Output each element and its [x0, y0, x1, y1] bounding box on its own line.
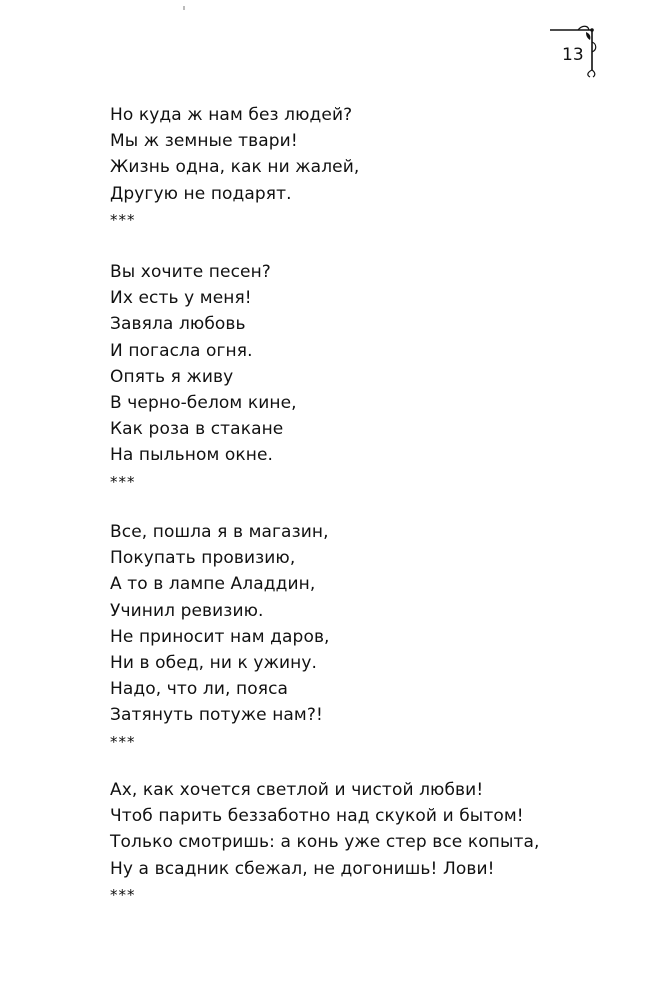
poem-stanza	[110, 102, 630, 233]
poem-line: Ах, как хочется светлой и чистой любви!	[110, 780, 484, 800]
stanza-separator: ***	[110, 885, 136, 904]
stanza-separator: ***	[110, 210, 136, 229]
poem-line: На пыльном окне.	[110, 445, 274, 466]
poem-line: В черно-белом кине,	[110, 392, 297, 413]
page-number: 13	[562, 45, 584, 65]
poem-line: Как роза в стакане	[110, 419, 284, 440]
poem-stanza	[110, 259, 630, 495]
poem-line: Завяла любовь	[110, 314, 246, 335]
poem-line: Чтоб парить беззаботно над скукой и бытом!	[110, 806, 524, 827]
poem-line: Все, пошла я в магазин,	[110, 522, 329, 542]
poem-stanza	[110, 519, 630, 755]
poem-line: Затянуть потуже нам?!	[110, 705, 323, 726]
stanza-separator: ***	[110, 732, 136, 751]
poem-line: Покупать провизию,	[110, 548, 296, 569]
poem-line: Вы хочите песен?	[110, 262, 271, 282]
stanza-separator: ***	[110, 472, 136, 491]
poem-line: Другую не подарят.	[110, 183, 292, 204]
poem-line: Жизнь одна, как ни жалей,	[110, 157, 360, 178]
poem-line: Ну а всадник сбежал, не догонишь! Лови!	[110, 858, 495, 879]
poem-stanza	[110, 777, 630, 908]
poem-line: Только смотришь: а конь уже стер все копыта,	[110, 832, 540, 853]
poem-line: И погасла огня.	[110, 340, 253, 361]
poem-line: Учинил ревизию.	[110, 600, 264, 621]
poem-line: А то в лампе Аладдин,	[110, 574, 316, 595]
poem-line: Опять я живу	[110, 366, 234, 387]
poem-line: Надо, что ли, пояса	[110, 679, 289, 700]
poem-line: Их есть у меня!	[110, 288, 252, 309]
poem-line: Не приносит нам даров,	[110, 626, 330, 647]
scan-speck	[183, 6, 185, 10]
poem-line: Ни в обед, ни к ужину.	[110, 652, 318, 673]
poem-line: Мы ж земные твари!	[110, 131, 298, 152]
poem-line: Но куда ж нам без людей?	[110, 105, 353, 125]
